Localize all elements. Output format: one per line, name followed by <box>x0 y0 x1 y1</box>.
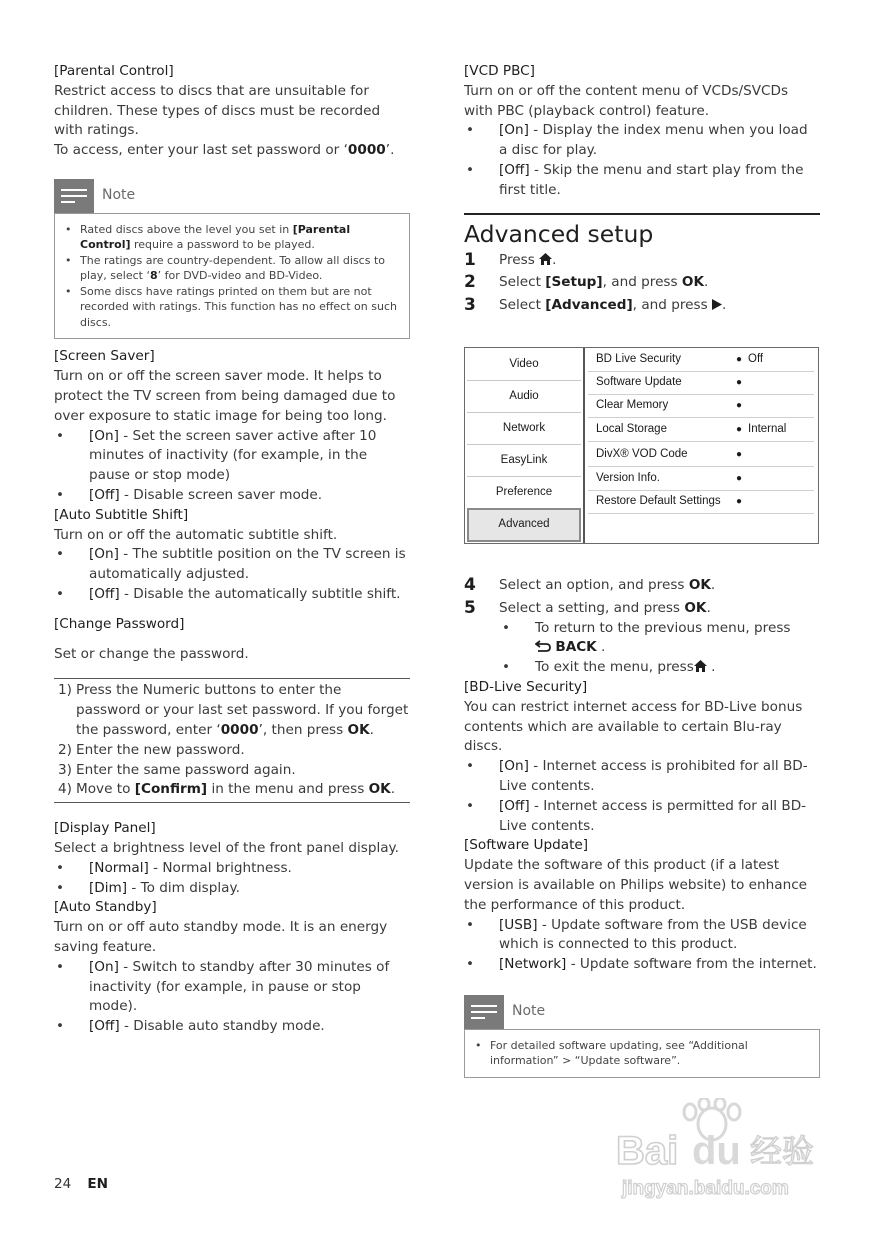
right-arrow-icon <box>712 299 722 310</box>
baidu-watermark <box>612 1098 822 1208</box>
bullet-icon: ● <box>736 377 743 389</box>
advanced-setup-heading: Advanced setup <box>464 219 654 248</box>
option-item: • [Off] - Internet access is permitted for all BD-Live contents. <box>466 797 807 834</box>
parental-control-title: [Parental Control] <box>54 63 174 79</box>
auto-standby-title: [Auto Standby] <box>54 899 157 916</box>
parental-control-desc: Restrict access to discs that are unsuitable for children. These types of discs must be recorded with ratings. <box>54 82 381 139</box>
menu-category-audio[interactable]: Audio <box>467 382 581 413</box>
advanced-steps-continued <box>464 576 820 678</box>
bd-live-section <box>464 678 820 836</box>
setup-step: 3 Select [Advanced], and press . <box>464 295 727 316</box>
sub-step: • To return to the previous menu, press BACK . <box>502 619 791 656</box>
home-icon <box>694 660 707 672</box>
note-box <box>464 1029 820 1078</box>
setup-step: 4 Select an option, and press OK. <box>464 574 716 595</box>
svg-text:jingyan.baidu.com: jingyan.baidu.com <box>622 1178 789 1199</box>
bullet-icon: ● <box>736 473 743 485</box>
bullet-icon: ● <box>736 496 743 508</box>
display-panel-desc: Select a brightness level of the front panel display. <box>54 840 399 857</box>
software-update-section <box>464 836 820 975</box>
change-password-title: [Change Password] <box>54 615 185 632</box>
bd-live-desc: You can restrict internet access for BD-Live bonus contents which are available to certain Blu-ray discs. <box>464 698 803 755</box>
menu-category-preference[interactable]: Preference <box>467 478 581 509</box>
menu-option-divx-vod-code[interactable]: DivX® VOD Code ● <box>588 444 814 467</box>
parental-control-access: To access, enter your last set password or ‘0000’. <box>54 142 395 159</box>
option-item: • [Network] - Update software from the internet. <box>466 956 817 973</box>
option-item: • [On] - Display the index menu when you load a disc for play. <box>466 122 808 159</box>
menu-option-local-storage[interactable]: Local Storage ● Internal <box>588 419 814 442</box>
password-step: 4) Move to [Confirm] in the menu and press OK. <box>58 781 396 798</box>
menu-category-video[interactable]: Video <box>467 350 581 381</box>
note-title: Note <box>102 187 136 204</box>
note-item: • Some discs have ratings printed on them but are not recorded with ratings. This function has no effect on such discs. <box>65 284 397 329</box>
bullet-icon: ● <box>736 354 743 366</box>
svg-text:经验: 经验 <box>750 1132 815 1170</box>
setup-step: 5 Select a setting, and press OK. <box>464 597 711 618</box>
note-1 <box>54 179 410 340</box>
menu-category-network[interactable]: Network <box>467 414 581 445</box>
menu-category-easylink[interactable]: EasyLink <box>467 446 581 477</box>
setup-step: 2 Select [Setup], and press OK. <box>464 272 709 293</box>
password-step: 1) Press the Numeric buttons to enter the password or your last set password. If you forget the password, enter ‘0000’, then press OK. <box>58 682 409 739</box>
option-item: • [Normal] - Normal brightness. <box>56 859 292 876</box>
display-panel-section <box>54 819 410 898</box>
note-title: Note <box>512 1003 546 1019</box>
option-item: • [On] - Switch to standby after 30 minutes of inactivity (for example, in pause or stop mode). <box>56 958 390 1015</box>
vcd-pbc-title: [VCD PBC] <box>464 63 535 79</box>
menu-option-bd-live-security[interactable]: BD Live Security ● Off <box>588 349 814 372</box>
display-panel-title: [Display Panel] <box>54 820 156 837</box>
note-item: • The ratings are country-dependent. To allow all discs to play, select ‘8’ for DVD-video and BD-Video. <box>65 253 385 283</box>
page-number: 24 <box>54 1176 72 1192</box>
svg-text:du: du <box>692 1129 741 1173</box>
note-icon <box>464 995 504 1029</box>
option-item: • [Off] - Disable auto standby mode. <box>56 1018 325 1035</box>
password-step: 2) Enter the new password. <box>58 741 245 758</box>
note-box <box>54 213 410 340</box>
note-icon <box>54 179 94 213</box>
vcd-pbc-desc: Turn on or off the content menu of VCDs/SVCDs with PBC (playback control) feature. <box>464 82 789 119</box>
auto-subtitle-title: [Auto Subtitle Shift] <box>54 506 189 523</box>
password-steps <box>54 678 410 803</box>
option-item: • [On] - Set the screen saver active after 10 minutes of inactivity (for example, in the pause or stop mode) <box>56 427 377 484</box>
menu-option-clear-memory[interactable]: Clear Memory ● <box>588 395 814 418</box>
option-item: • [On] - The subtitle position on the TV screen is automatically adjusted. <box>56 546 406 583</box>
left-column <box>54 62 410 1037</box>
change-password-section <box>54 615 410 803</box>
auto-subtitle-section <box>54 506 410 605</box>
page-footer <box>54 1175 108 1195</box>
software-update-title: [Software Update] <box>464 837 589 854</box>
option-item: • [Dim] - To dim display. <box>56 879 240 896</box>
change-password-desc: Set or change the password. <box>54 645 249 662</box>
bd-live-title: [BD-Live Security] <box>464 678 588 695</box>
language-code: EN <box>87 1176 108 1192</box>
setup-step: 1 Press . <box>464 249 557 270</box>
home-icon <box>539 253 552 265</box>
sub-step: • To exit the menu, press . <box>502 659 716 676</box>
advanced-setup-section <box>464 219 820 316</box>
note-item: • Rated discs above the level you set in [Parental Control] require a password to be played. <box>65 222 351 252</box>
section-divider <box>464 213 820 215</box>
password-step: 3) Enter the same password again. <box>58 761 296 778</box>
baidu-paw-logo <box>612 1098 822 1208</box>
bullet-icon: ● <box>736 449 743 461</box>
bullet-icon: ● <box>736 400 743 412</box>
menu-option-software-update[interactable]: Software Update ● <box>588 372 814 395</box>
note-2 <box>464 995 820 1078</box>
right-column <box>464 62 820 1078</box>
svg-text:Bai: Bai <box>616 1129 679 1173</box>
option-item: • [On] - Internet access is prohibited for all BD-Live contents. <box>466 758 808 794</box>
screen-saver-title: [Screen Saver] <box>54 348 155 365</box>
auto-standby-section <box>54 898 410 1037</box>
software-update-desc: Update the software of this product (if a latest version is available on Philips website) to enhance the performance of this product. <box>464 857 808 913</box>
menu-category-list <box>465 348 585 543</box>
bullet-icon: ● <box>736 424 743 436</box>
option-item: • [Off] - Disable the automatically subtitle shift. <box>56 586 401 603</box>
auto-subtitle-desc: Turn on or off the automatic subtitle shift. <box>54 526 338 543</box>
back-icon <box>535 640 551 652</box>
menu-category-advanced[interactable]: Advanced <box>467 508 581 542</box>
settings-menu-diagram <box>464 347 819 544</box>
option-item: • [Off] - Disable screen saver mode. <box>56 487 323 504</box>
vcd-pbc-section <box>464 62 820 201</box>
setup-steps <box>464 251 820 316</box>
option-item: • [USB] - Update software from the USB device which is connected to this product. <box>466 916 807 953</box>
parental-control-section <box>54 62 410 161</box>
note-item: • For detailed software updating, see “Additional information” > “Update software”. <box>475 1038 748 1068</box>
menu-option-version-info[interactable]: Version Info. ● <box>588 468 814 491</box>
screen-saver-section <box>54 347 410 505</box>
menu-option-restore-defaults[interactable]: Restore Default Settings ● <box>588 491 814 514</box>
auto-standby-desc: Turn on or off auto standby mode. It is an energy saving feature. <box>54 919 388 955</box>
screen-saver-desc: Turn on or off the screen saver mode. It helps to protect the TV screen from being damaged due to over exposure to static image for being too long. <box>54 368 396 424</box>
option-item: • [Off] - Skip the menu and start play from the first title. <box>466 161 804 198</box>
